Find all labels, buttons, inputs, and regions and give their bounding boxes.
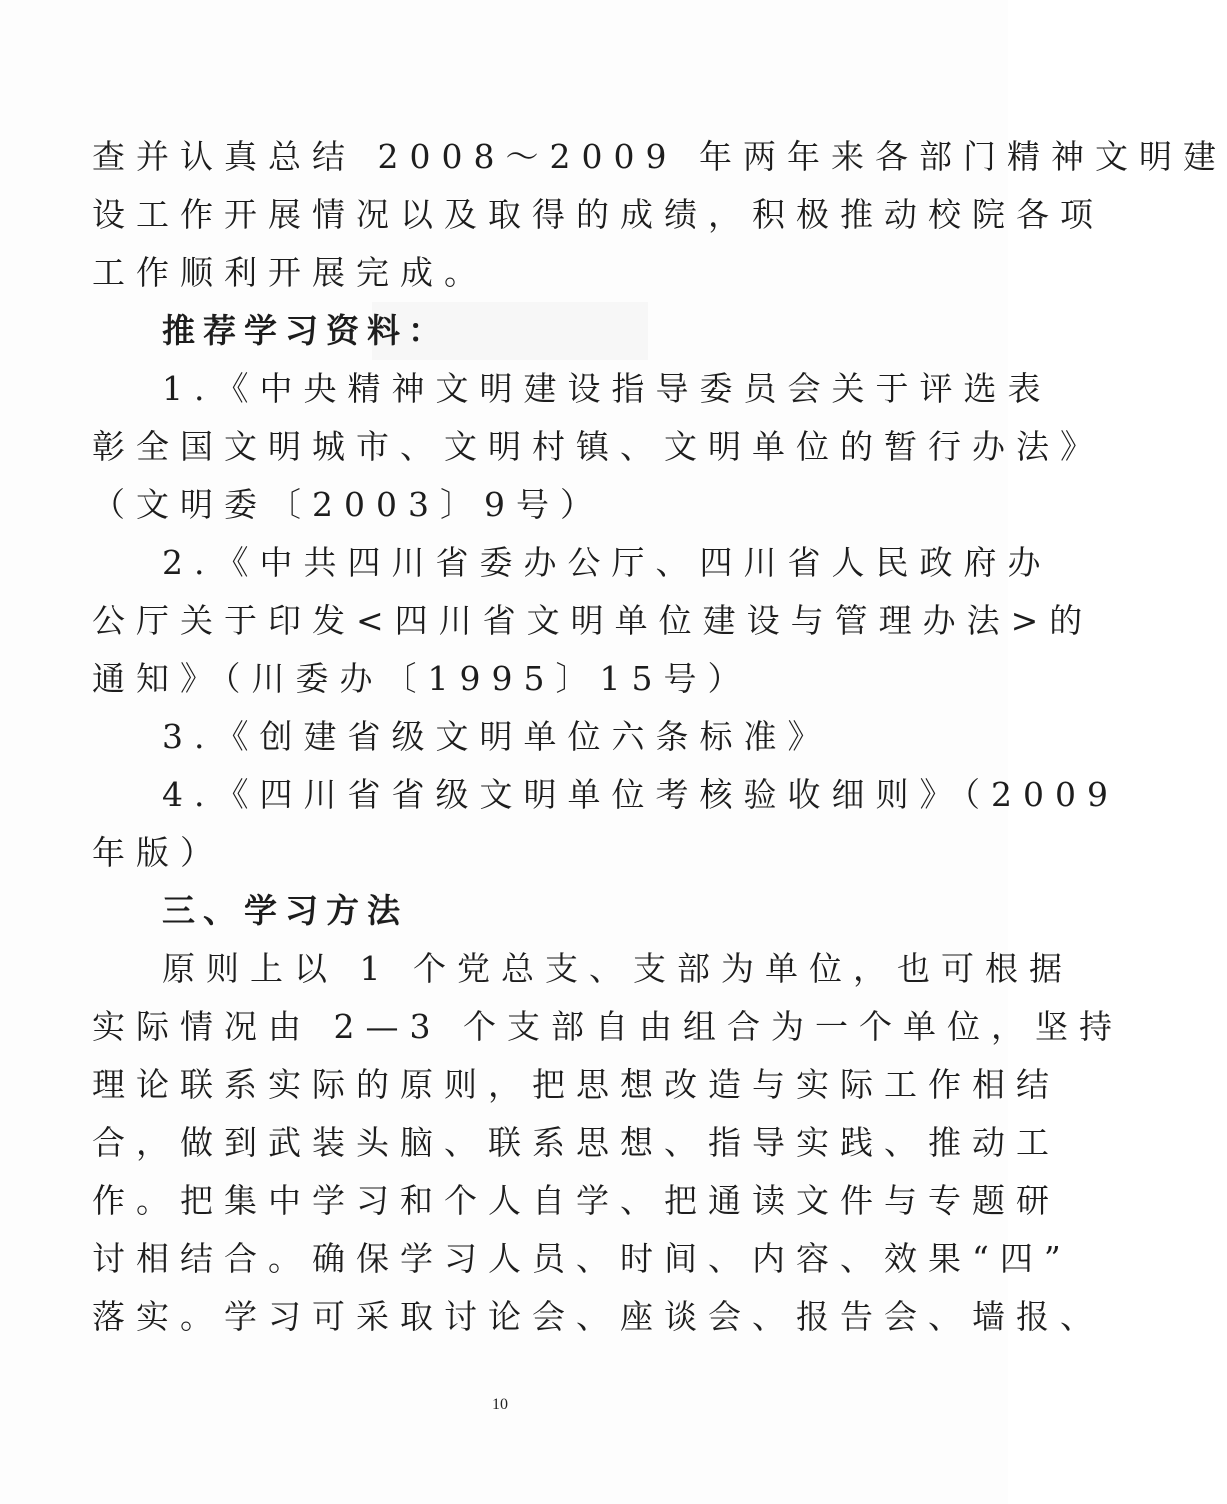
paragraph-line-1: 查并认真总结 2008～2009 年两年来各部门精神文明建 xyxy=(92,137,1227,176)
page-number: 10 xyxy=(492,1396,508,1413)
material-item-2-line-3: 通知》（川委办〔1995〕15号） xyxy=(92,659,752,698)
material-item-1-line-2: 彰全国文明城市、文明村镇、文明单位的暂行办法》 xyxy=(92,427,1104,466)
material-item-3: 3.《创建省级文明单位六条标准》 xyxy=(162,717,832,756)
material-item-4-line-2: 年版） xyxy=(92,833,224,872)
material-item-2-line-2: 公厅关于印发<四川省文明单位建设与管理办法>的 xyxy=(92,601,1094,640)
paragraph-line-2: 设工作开展情况以及取得的成绩，积极推动校院各项 xyxy=(92,195,1104,234)
methods-paragraph-line-5: 作。把集中学习和个人自学、把通读文件与专题研 xyxy=(92,1181,1060,1220)
material-item-1-line-3: （文明委〔2003〕9号） xyxy=(92,485,604,524)
methods-paragraph-line-6: 讨相结合。确保学习人员、时间、内容、效果“四” xyxy=(92,1239,1072,1278)
methods-paragraph-line-4: 合，做到武装头脑、联系思想、指导实践、推动工 xyxy=(92,1123,1060,1162)
material-item-2-line-1: 2.《中共四川省委办公厅、四川省人民政府办 xyxy=(162,543,1052,582)
methods-paragraph-line-7: 落实。学习可采取讨论会、座谈会、报告会、墙报、 xyxy=(92,1297,1104,1336)
methods-paragraph-line-2: 实际情况由 2—3 个支部自由组合为一个单位，坚持 xyxy=(92,1007,1123,1046)
paragraph-line-3: 工作顺利开展完成。 xyxy=(92,253,488,292)
section-heading-learning-methods: 三、学习方法 xyxy=(162,891,408,930)
methods-paragraph-line-3: 理论联系实际的原则，把思想改造与实际工作相结 xyxy=(92,1065,1060,1104)
methods-paragraph-line-1: 原则上以 1 个党总支、支部为单位，也可根据 xyxy=(162,949,1073,988)
section-heading-recommended-materials: 推荐学习资料： xyxy=(162,311,449,350)
material-item-4-line-1: 4.《四川省省级文明单位考核验收细则》（2009 xyxy=(162,775,1119,814)
material-item-1-line-1: 1.《中央精神文明建设指导委员会关于评选表 xyxy=(162,369,1052,408)
